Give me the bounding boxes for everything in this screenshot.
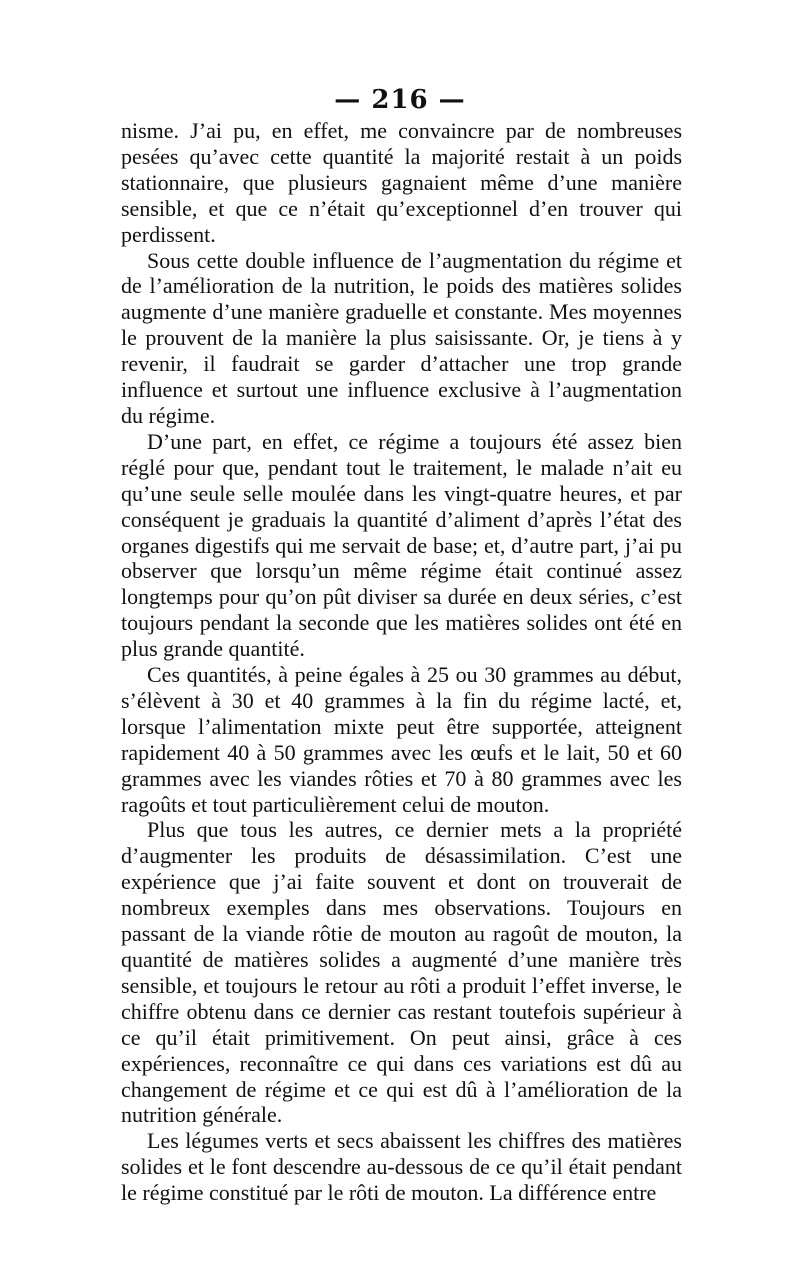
body-text: [121, 118, 682, 1206]
paragraph: Les légumes verts et secs abaissent les chiffres des matières solides et le font descendre au-dessous de ce qu’il était pendant le régime constitué par le rôti de mouton. La différence entre: [121, 1128, 682, 1206]
paragraph: Ces quantités, à peine égales à 25 ou 30 grammes au début, s’élèvent à 30 et 40 grammes à la fin du régime lacté, et, lorsque l’alimentation mixte peut être supportée, atteignent rapidement 40 à 50 grammes avec les œufs et le lait, 50 et 60 grammes avec les viandes rôties et 70 à 80 grammes avec les ragoûts et tout particulièrement celui de mouton.: [121, 662, 682, 817]
paragraph: D’une part, en effet, ce régime a toujours été assez bien réglé pour que, pendant tout le traitement, le malade n’ait eu qu’une seule selle moulée dans les vingt-quatre heures, et par conséquent je graduais la quantité d’aliment d’après l’état des organes digestifs qui me servait de base; et, d’autre part, j’ai pu observer que lorsqu’un même régime était continué assez longtemps pour qu’on pût diviser sa durée en deux séries, c’est toujours pendant la seconde que les matières solides ont été en plus grande quantité.: [121, 428, 682, 662]
paragraph-continuation: nisme. J’ai pu, en effet, me convaincre par de nombreuses pesées qu’avec cette quantité la majorité restait à un poids stationnaire, que plusieurs gagnaient même d’une manière sensible, et que ce n’était qu’exceptionnel d’en trouver qui perdissent.: [121, 118, 682, 247]
paragraph: Plus que tous les autres, ce dernier mets a la propriété d’augmenter les produits de désassimilation. C’est une expérience que j’ai faite souvent et dont on trouverait de nombreux exemples dans mes observations. Toujours en passant de la viande rôtie de mouton au ragoût de mouton, la quantité de matières solides a augmenté d’une manière très sensible, et toujours le retour au rôti a produit l’effet inverse, le chiffre obtenu dans ce dernier cas restant toutefois supérieur à ce qu’il était primitivement. On peut ainsi, grâce à ces expériences, reconnaître ce qui dans ces variations est dû au changement de régime et ce qui est dû à l’amélioration de la nutrition générale.: [121, 817, 682, 1128]
paragraph: Sous cette double influence de l’augmentation du régime et de l’amélioration de la nutrition, le poids des matières solides augmente d’une manière graduelle et constante. Mes moyennes le prouvent de la manière la plus saisissante. Or, je tiens à y revenir, il faudrait se garder d’attacher une trop grande influence et surtout une influence exclusive à l’augmentation du régime.: [121, 247, 682, 428]
page-number: — 216 —: [334, 85, 466, 115]
